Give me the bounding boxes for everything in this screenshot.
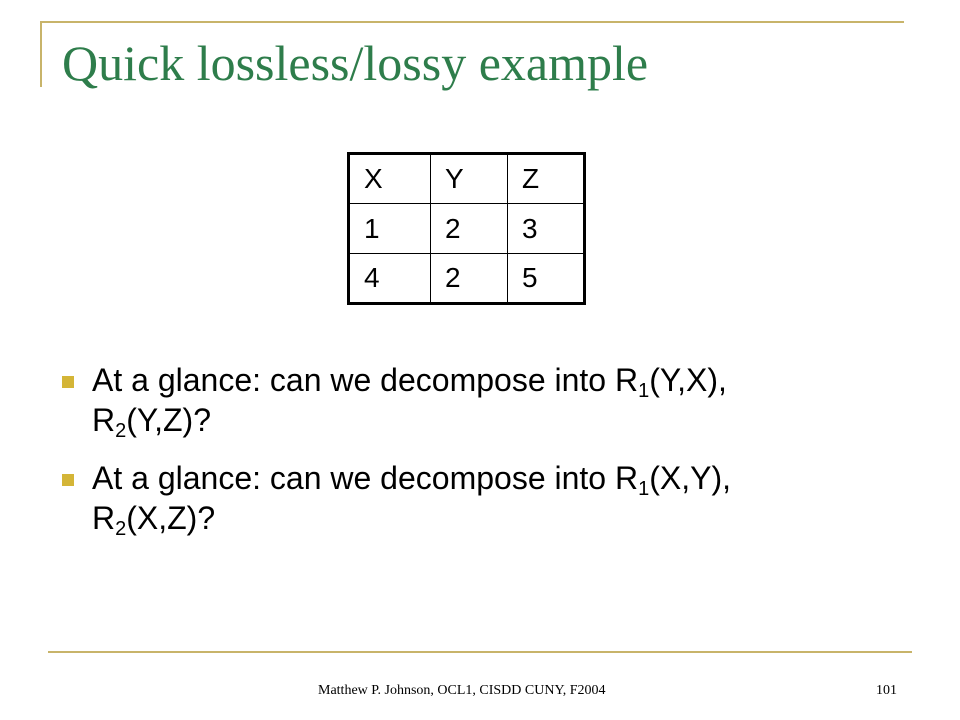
bullet-text: (Y,Z)? [126,402,211,438]
bullet-text: R [92,500,116,536]
bullet-line [92,360,731,400]
left-rule [40,21,42,87]
table-cell: 5 [508,254,585,304]
bullet-list [62,360,731,556]
bullet-line [92,458,731,498]
relation-table [347,152,586,305]
bullet-line [92,498,731,538]
subscript: 1 [638,380,650,402]
table-header-cell: X [349,154,431,204]
table-cell: 3 [508,204,585,254]
bullet-text: At a glance: can we decompose into R [92,460,639,496]
footer-author: Matthew P. Johnson, OCL1, CISDD CUNY, F2004 [318,683,606,698]
square-bullet-icon [62,376,74,388]
bullet-item [62,360,731,440]
bullet-item [62,458,731,538]
subscript: 2 [115,518,127,540]
bullet-text: (X,Z)? [126,500,216,536]
bullet-text: R [92,402,116,438]
bullet-text: (X,Y), [649,460,731,496]
table-row [349,254,585,304]
square-bullet-icon [62,474,74,486]
table-row [349,204,585,254]
page-number: 101 [876,683,897,698]
bullet-line [92,400,731,440]
footer-rule [48,651,912,653]
bullet-text: At a glance: can we decompose into R [92,362,639,398]
table-cell: 2 [431,204,508,254]
bullet-text: (Y,X), [649,362,727,398]
subscript: 1 [638,478,650,500]
table-cell: 4 [349,254,431,304]
table-cell: 2 [431,254,508,304]
table-cell: 1 [349,204,431,254]
table-header-cell: Z [508,154,585,204]
subscript: 2 [115,420,127,442]
table-header-row [349,154,585,204]
table-header-cell: Y [431,154,508,204]
top-rule [40,21,904,23]
slide-title: Quick lossless/lossy example [62,35,649,91]
